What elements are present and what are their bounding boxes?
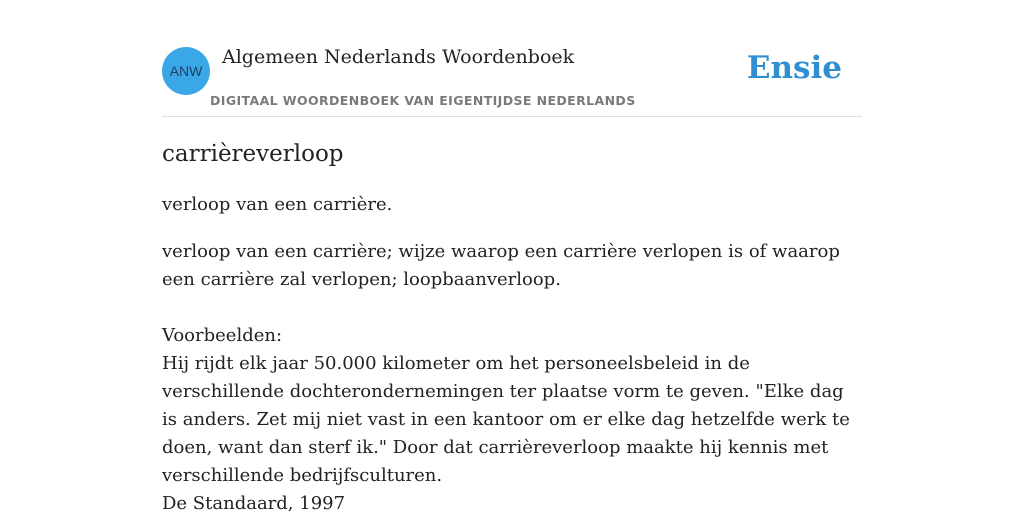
site-header bbox=[162, 40, 862, 117]
full-definition: verloop van een carrière; wijze waarop een carrière verlopen is of waarop een carrière zal verlopen; loopbaanverloop. bbox=[162, 241, 840, 290]
ensie-brand-logo[interactable]: Ensie bbox=[746, 50, 842, 86]
example-source: De Standaard, 1997 bbox=[162, 493, 346, 512]
entry-content bbox=[162, 138, 852, 512]
dictionary-title[interactable]: Algemeen Nederlands Woordenboek bbox=[222, 46, 575, 68]
dictionary-subtitle: DIGITAAL WOORDENBOEK VAN EIGENTIJDSE NEDERLANDS bbox=[210, 93, 636, 108]
entry-headword: carrièreverloop bbox=[162, 141, 344, 167]
short-definition: verloop van een carrière. bbox=[162, 194, 393, 215]
examples-label: Voorbeelden: bbox=[162, 325, 283, 346]
anw-logo[interactable]: ANW bbox=[162, 47, 210, 95]
example-text: Hij rijdt elk jaar 50.000 kilometer om het personeelsbeleid in de verschillende dochterondernemingen ter plaatse vorm te geven. "Elke dag is anders. Zet mij niet vast in een kantoor om er elke dag hetzelfde werk te doen, want dan sterf ik." Door dat carrièreverloop maakte hij kennis met verschillende bedrijfsculturen. bbox=[162, 353, 850, 486]
